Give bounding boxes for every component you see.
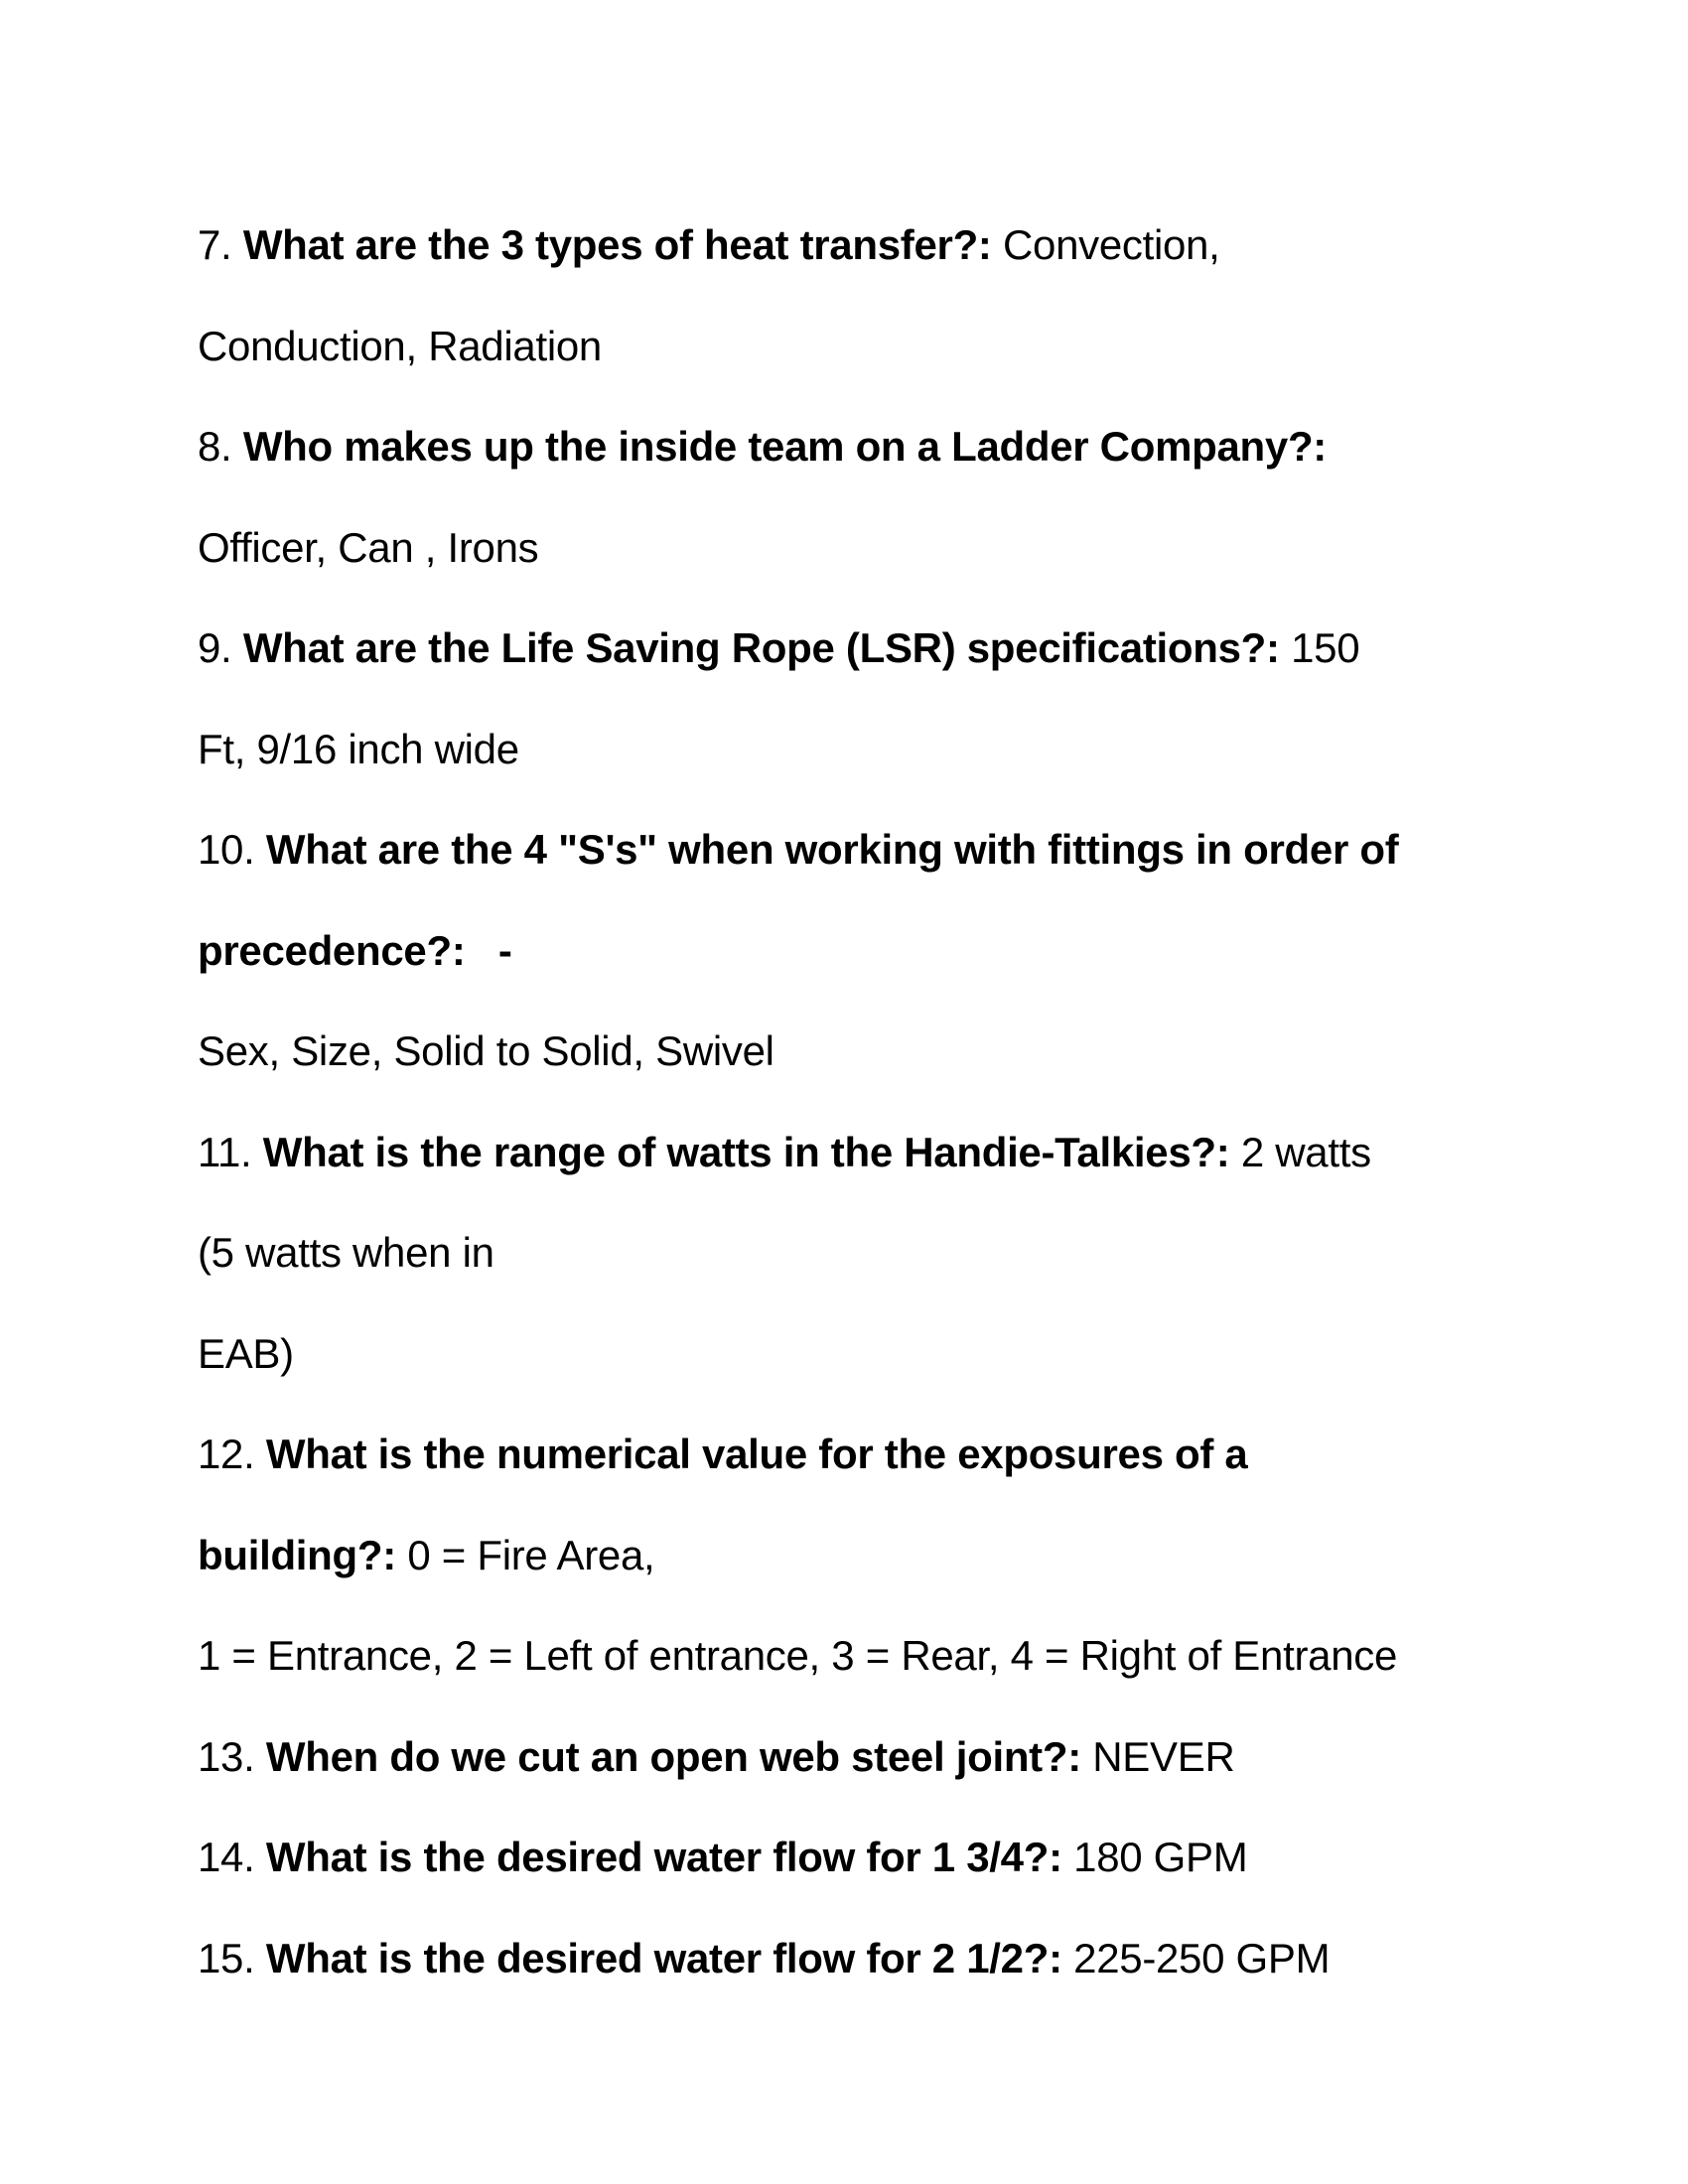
item-7-line-2 <box>198 296 1508 397</box>
item-11-line-1 <box>198 1102 1508 1203</box>
item-number: 9. <box>198 624 232 671</box>
answer-text: 1 = Entrance, 2 = Left of entrance, 3 = Rear, 4 = Right of Entrance <box>198 1632 1398 1679</box>
item-number: 15. <box>198 1934 255 1981</box>
item-9-line-1 <box>198 598 1508 699</box>
item-11-line-2 <box>198 1202 1508 1303</box>
answer-text: 0 = Fire Area, <box>407 1531 655 1578</box>
answer-text: Convection, <box>1002 221 1220 268</box>
answer-text: (5 watts when in <box>198 1229 494 1276</box>
question-text: precedence?: <box>198 926 466 974</box>
item-10-line-2 <box>198 900 1508 1002</box>
item-number: 10. <box>198 826 255 873</box>
item-number: 13. <box>198 1732 255 1780</box>
item-10-line-1 <box>198 799 1508 900</box>
question-text: What is the numerical value for the exposures of a <box>265 1431 1248 1477</box>
answer-text: Sex, Size, Solid to Solid, Swivel <box>198 1027 774 1074</box>
answer-text: 2 watts <box>1240 1128 1371 1175</box>
answer-text: 180 GPM <box>1073 1834 1248 1880</box>
item-10-line-3 <box>198 1001 1508 1102</box>
item-number: 8. <box>198 423 232 470</box>
answer-text: Ft, 9/16 inch wide <box>198 725 519 772</box>
question-text: Who makes up the inside team on a Ladder Company?: <box>242 423 1327 470</box>
answer-text: NEVER <box>1092 1732 1235 1780</box>
item-number: 7. <box>198 221 232 268</box>
item-12-line-2 <box>198 1505 1508 1606</box>
answer-text: 225-250 GPM <box>1073 1934 1331 1981</box>
item-14-line-1 <box>198 1807 1508 1908</box>
question-text: What are the 3 types of heat transfer?: <box>242 221 992 268</box>
item-8-line-2 <box>198 497 1508 599</box>
answer-text: Officer, Can , Irons <box>198 523 539 571</box>
question-text: What is the desired water flow for 1 3/4?: <box>265 1834 1062 1880</box>
item-9-line-2 <box>198 699 1508 800</box>
item-8-line-1 <box>198 396 1508 497</box>
item-11-line-3 <box>198 1303 1508 1405</box>
answer-text: EAB) <box>198 1329 294 1377</box>
item-number: 11. <box>198 1128 252 1175</box>
question-text: building?: <box>198 1531 396 1578</box>
question-text: What are the Life Saving Rope (LSR) specifications?: <box>242 624 1280 671</box>
dash-separator: - <box>497 926 512 974</box>
item-number: 12. <box>198 1431 255 1477</box>
item-number: 14. <box>198 1834 255 1880</box>
item-15-line-1 <box>198 1908 1508 2009</box>
item-12-line-3 <box>198 1605 1508 1706</box>
question-text: When do we cut an open web steel joint?: <box>265 1732 1081 1780</box>
answer-text: 150 <box>1291 624 1360 671</box>
answer-text: Conduction, Radiation <box>198 322 602 369</box>
question-text: What is the desired water flow for 2 1/2?: <box>265 1934 1062 1981</box>
question-text: What are the 4 "S's" when working with fittings in order of <box>265 826 1399 873</box>
item-13-line-1 <box>198 1706 1508 1808</box>
item-7-line-1 <box>198 195 1508 296</box>
item-12-line-1 <box>198 1404 1508 1505</box>
document-page <box>198 195 1508 2008</box>
question-text: What is the range of watts in the Handie-Talkies?: <box>262 1128 1230 1175</box>
